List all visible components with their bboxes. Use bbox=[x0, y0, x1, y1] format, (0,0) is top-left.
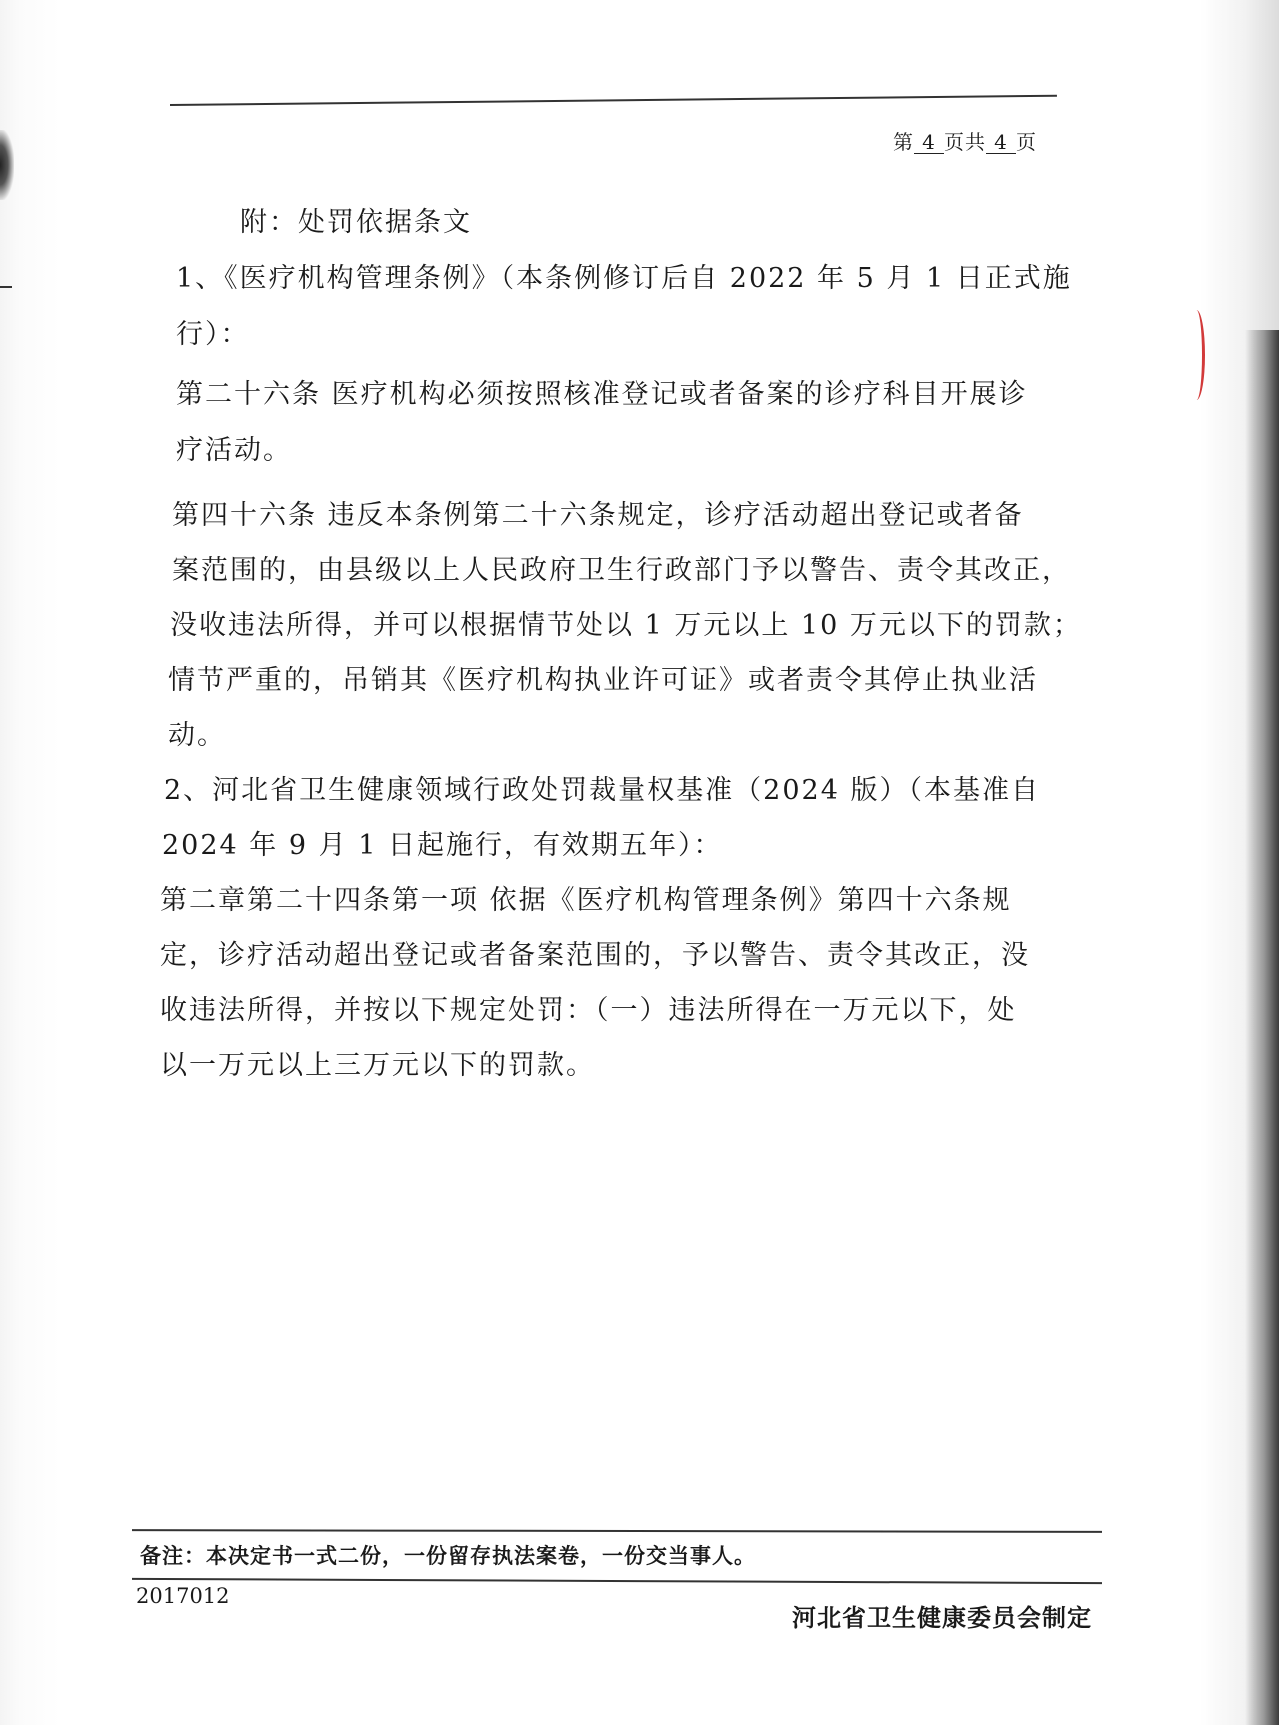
chapter-2-line-1: 第二章第二十四条第一项 依据《医疗机构管理条例》第四十六条规 bbox=[160, 885, 1012, 916]
scan-edge-mark bbox=[0, 286, 12, 288]
clause-2-heading-cont: 2024 年 9 月 1 日起施行，有效期五年）： bbox=[162, 830, 723, 861]
scan-binding-shadow bbox=[0, 130, 14, 200]
page-total: 4 bbox=[986, 131, 1016, 154]
red-seal-edge bbox=[1188, 310, 1205, 400]
page-suffix: 页 bbox=[1016, 130, 1037, 154]
footer-rule-top bbox=[132, 1529, 1102, 1533]
footer-rule-bottom bbox=[132, 1578, 1102, 1584]
article-46-line-3: 没收违法所得，并可以根据情节处以 1 万元以上 10 万元以下的罚款； bbox=[170, 610, 1082, 641]
chapter-2-line-3: 收违法所得，并按以下规定处罚：（一）违法所得在一万元以下，处 bbox=[160, 995, 1017, 1026]
issuer: 河北省卫生健康委员会制定 bbox=[792, 1604, 1092, 1632]
clause-2-heading: 2、河北省卫生健康领域行政处罚裁量权基准（2024 版）（本基准自 bbox=[164, 775, 1040, 806]
article-46-line-1: 第四十六条 违反本条例第二十六条规定，诊疗活动超出登记或者备 bbox=[172, 500, 1024, 531]
page-prefix: 第 bbox=[893, 130, 914, 154]
chapter-2-line-2: 定，诊疗活动超出登记或者备案范围的，予以警告、责令其改正，没 bbox=[160, 940, 1030, 971]
article-46-line-5: 动。 bbox=[168, 720, 226, 751]
clause-1-heading-cont: 行）： bbox=[176, 319, 250, 350]
footer-note: 备注：本决定书一式二份，一份留存执法案卷，一份交当事人。 bbox=[140, 1543, 756, 1568]
clause-1-heading: 1、《医疗机构管理条例》（本条例修订后自 2022 年 5 月 1 日正式施 bbox=[176, 263, 1072, 294]
page-mid: 页共 bbox=[944, 130, 986, 154]
header-rule bbox=[170, 95, 1057, 106]
form-code: 2017012 bbox=[136, 1584, 230, 1608]
article-46-line-2: 案范围的，由县级以上人民政府卫生行政部门予以警告、责令其改正， bbox=[172, 555, 1071, 586]
page-counter bbox=[893, 126, 1037, 155]
article-26-line-1: 第二十六条 医疗机构必须按照核准登记或者备案的诊疗科目开展诊 bbox=[176, 379, 1028, 410]
attachment-title: 附：处罚依据条文 bbox=[240, 207, 472, 238]
article-26-line-2: 疗活动。 bbox=[176, 435, 292, 466]
chapter-2-line-4: 以一万元以上三万元以下的罚款。 bbox=[160, 1050, 595, 1081]
article-46-line-4: 情节严重的，吊销其《医疗机构执业许可证》或者责令其停止执业活 bbox=[168, 665, 1038, 696]
page-current: 4 bbox=[914, 131, 944, 154]
scan-edge-shadow bbox=[1245, 330, 1279, 1725]
